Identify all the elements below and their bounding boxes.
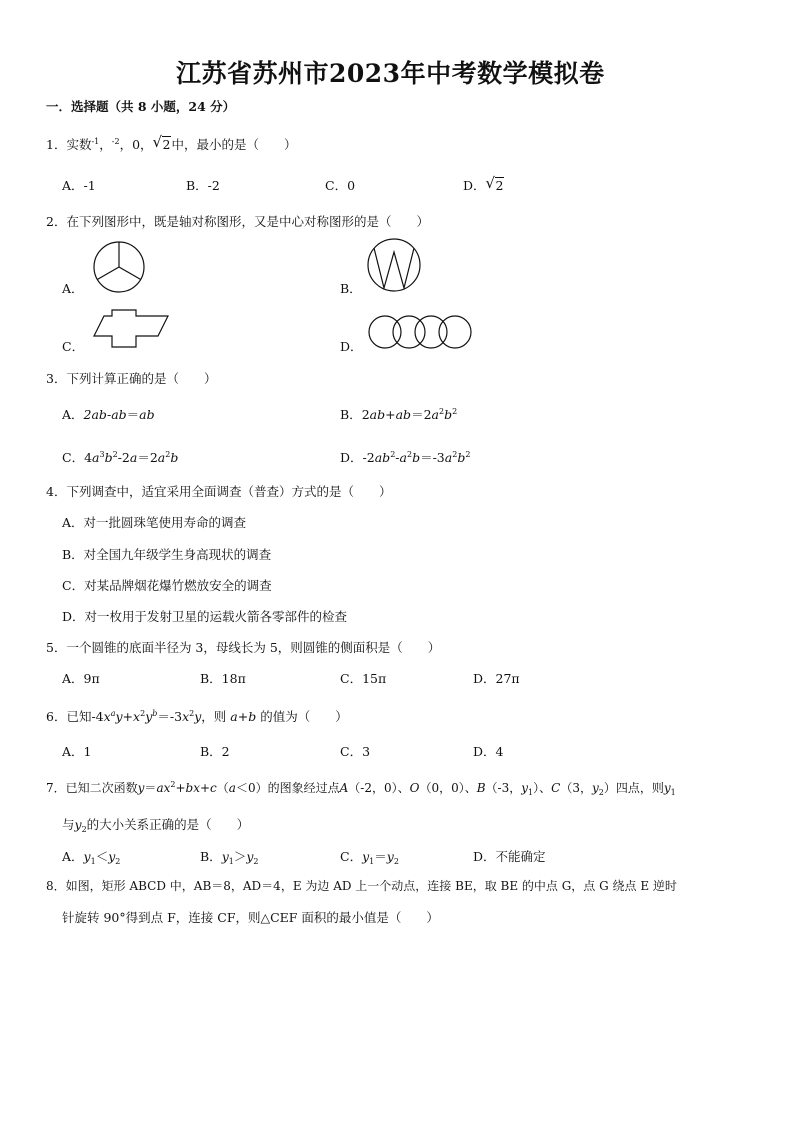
q3-option-d[interactable]: D．$-2ab^2-a^2b=-3a^2b^2$: [340, 450, 471, 465]
q2-option-b[interactable]: B．: [340, 281, 362, 296]
q5-option-a[interactable]: A．9π: [62, 671, 100, 686]
question-5-stem: 5．一个圆锥的底面半径为 3，母线长为 5，则圆锥的侧面积是（ ）: [46, 640, 441, 655]
q1-option-b[interactable]: B．-2: [186, 178, 220, 193]
cross-parallelogram-icon: [92, 309, 170, 349]
q1-option-c[interactable]: C．0: [325, 178, 356, 193]
question-2-stem: 2．在下列图形中，既是轴对称图形，又是中心对称图形的是（ ）: [46, 214, 429, 229]
four-overlapping-circles-icon: [367, 314, 473, 350]
q1-option-d[interactable]: D． √ 2: [463, 174, 504, 193]
q5-option-b[interactable]: B．18π: [200, 671, 246, 686]
circle-w-shape-icon: [367, 238, 421, 292]
q3-option-a[interactable]: A．2ab-ab＝ab: [62, 407, 155, 422]
section-heading: 一．选择题（共 8 小题，24 分）: [46, 99, 236, 114]
q6-option-a[interactable]: A．1: [62, 744, 92, 759]
q3-option-c[interactable]: C．$4a^3b^2-2a=2a^2b$: [62, 450, 179, 465]
circle-three-sectors-icon: [92, 240, 146, 294]
sqrt-2-option: √ 2: [485, 174, 504, 193]
question-7-stem-line2: 与$y_2$的大小关系正确的是（ ）: [62, 817, 250, 834]
q7-option-a[interactable]: A．$y_1<y_2$: [62, 849, 121, 866]
q6-option-b[interactable]: B．2: [200, 744, 230, 759]
q3-option-b[interactable]: B．$2ab+ab=2a^2b^2$: [340, 407, 458, 422]
q4-option-a[interactable]: A．对一批圆珠笔使用寿命的调查: [62, 515, 247, 530]
question-3-stem: 3．下列计算正确的是（ ）: [46, 371, 217, 386]
q2-option-a[interactable]: A．: [62, 281, 84, 296]
question-1-stem: 1．实数$^{-1}$，$^{-2}$，0， √ 2中，最小的是（ ）: [46, 133, 297, 152]
q4-option-c[interactable]: C．对某品牌烟花爆竹燃放安全的调查: [62, 578, 272, 593]
question-4-stem: 4．下列调查中，适宜采用全面调查（普查）方式的是（ ）: [46, 484, 392, 499]
q5-option-c[interactable]: C．15π: [340, 671, 387, 686]
q7-option-b[interactable]: B．$y_1>y_2$: [200, 849, 259, 866]
q7-option-c[interactable]: C．$y_1=y_2$: [340, 849, 399, 866]
q4-option-d[interactable]: D．对一枚用于发射卫星的运载火箭各零部件的检查: [62, 609, 348, 624]
q7-option-d[interactable]: D．不能确定: [473, 849, 546, 864]
q4-option-b[interactable]: B．对全国九年级学生身高现状的调查: [62, 547, 272, 562]
q1-option-a[interactable]: A．-1: [62, 178, 96, 193]
q6-option-c[interactable]: C．3: [340, 744, 371, 759]
q2-option-d[interactable]: D．: [340, 339, 363, 354]
q6-option-d[interactable]: D．4: [473, 744, 504, 759]
sqrt-2: √ 2: [152, 133, 171, 152]
page-title: 江苏省苏州市2023年中考数学模拟卷: [176, 59, 605, 88]
q2-option-c[interactable]: C．: [62, 339, 85, 354]
question-8-stem-line2: 针旋转 90°得到点 F，连接 CF，则△CEF 面积的最小值是（ ）: [62, 910, 439, 925]
question-7-stem: 7．已知二次函数$y=ax^2+bx+c(a<0)$的图象经过点A（-2，0）、O（0，0）、B（-3，$y_1$）、C（3，$y_2$）四点，则$y_1$: [46, 780, 676, 797]
question-6-stem: 6．已知$-4x^ay+x^2y^b=-3x^2y$，则 a+b 的值为（ ）: [46, 709, 348, 724]
question-8-stem: 8．如图，矩形 ABCD 中，AB＝8，AD＝4，E 为边 AD 上一个动点，连接 BE，取 BE 的中点 G，点 G 绕点 E 逆时: [46, 879, 677, 893]
q5-option-d[interactable]: D．27π: [473, 671, 520, 686]
